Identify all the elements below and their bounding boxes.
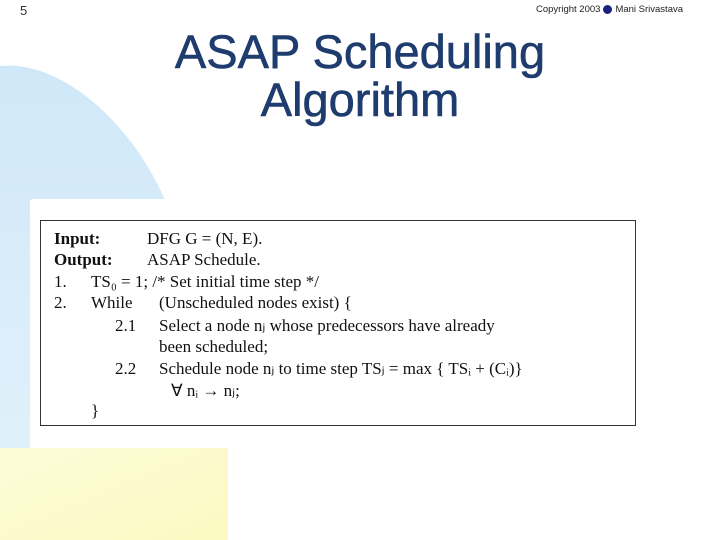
output-value: ASAP Schedule. — [147, 250, 261, 269]
step-2-2-continuation: ∀ nᵢ → nⱼ; — [171, 381, 240, 400]
bullet-dot-icon — [603, 5, 612, 14]
input-label: Input: — [54, 229, 101, 248]
copyright-text: Copyright 2003 — [536, 4, 601, 15]
slide-number: 5 — [20, 3, 28, 18]
algorithm-box — [40, 220, 636, 426]
step-2-2-number: 2.2 — [115, 359, 137, 378]
step-2-1-text: Select a node nⱼ whose predecessors have already — [159, 316, 495, 335]
step-2-keyword: While — [91, 293, 133, 312]
title-line-2: Algorithm — [260, 73, 460, 126]
step-1-number: 1. — [54, 272, 67, 291]
step-2-condition: (Unscheduled nodes exist) { — [159, 293, 352, 312]
copyright-notice — [536, 4, 683, 15]
step-1-text: TS₀ = 1; /* Set initial time step */ — [91, 272, 320, 291]
slide-title — [130, 25, 590, 126]
step-2-2-text: Schedule node nⱼ to time step TSⱼ = max { TSᵢ + (Cᵢ)} — [159, 359, 523, 378]
output-label: Output: — [54, 250, 113, 269]
step-2-1-continuation: been scheduled; — [159, 337, 269, 356]
input-value: DFG G = (N, E). — [147, 229, 263, 248]
title-line-1: ASAP Scheduling — [174, 25, 546, 78]
author-name: Mani Srivastava — [615, 4, 684, 15]
step-2-number: 2. — [54, 293, 67, 312]
step-2-1-number: 2.1 — [115, 316, 137, 335]
closing-brace: } — [91, 401, 100, 420]
